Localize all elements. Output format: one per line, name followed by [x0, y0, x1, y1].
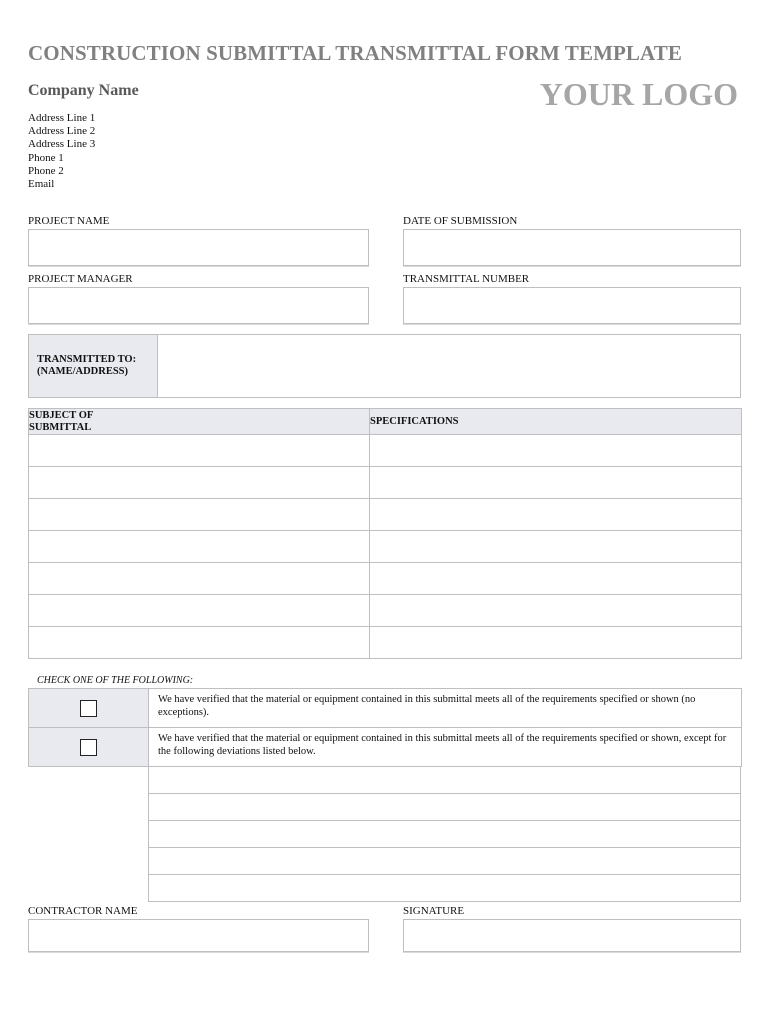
subject-cell[interactable] [29, 627, 370, 659]
table-row [29, 499, 742, 531]
deviation-cell[interactable] [149, 794, 741, 821]
check-option-2-cell [29, 728, 149, 767]
option-2-text: We have verified that the material or equipment contained in this submittal meets all of the requirements specified or shown, except for the following deviations listed below. [149, 728, 742, 767]
project-name-label: PROJECT NAME [28, 215, 110, 227]
option-1-checkbox[interactable] [80, 700, 97, 717]
submittal-table-header [29, 409, 742, 435]
company-address-block [28, 112, 95, 191]
address-line-3: Address Line 3 [28, 138, 96, 151]
table-row [29, 467, 742, 499]
transmitted-to-section [28, 334, 741, 398]
transmitted-to-field[interactable] [158, 335, 740, 397]
contractor-name-label: CONTRACTOR NAME [28, 905, 138, 917]
transmitted-to-label-line-1: TRANSMITTED TO: [37, 354, 137, 365]
date-of-submission-label: DATE OF SUBMISSION [403, 215, 518, 227]
subject-cell[interactable] [29, 435, 370, 467]
deviations-table [148, 766, 741, 902]
specifications-cell[interactable] [370, 531, 742, 563]
subject-cell[interactable] [29, 563, 370, 595]
table-row [29, 627, 742, 659]
phone-1: Phone 1 [28, 151, 64, 164]
project-name-field[interactable] [28, 229, 369, 266]
subject-cell[interactable] [29, 595, 370, 627]
contractor-name-field[interactable] [28, 919, 369, 952]
table-row [29, 595, 742, 627]
deviation-row [149, 848, 741, 875]
deviation-cell[interactable] [149, 821, 741, 848]
specifications-cell[interactable] [370, 627, 742, 659]
subject-header-line-2: SUBMITTAL [29, 421, 92, 433]
check-heading: CHECK ONE OF THE FOLLOWING: [37, 675, 194, 686]
transmittal-number-field[interactable] [403, 287, 741, 324]
table-row [29, 563, 742, 595]
deviation-row [149, 821, 741, 848]
subject-of-submittal-header [29, 409, 370, 435]
deviation-cell[interactable] [149, 875, 741, 902]
subject-header-line-1: SUBJECT OF [29, 409, 94, 421]
deviation-row [149, 875, 741, 902]
form-title: CONSTRUCTION SUBMITTAL TRANSMITTAL FORM TEMPLATE [28, 41, 682, 65]
specifications-cell[interactable] [370, 435, 742, 467]
specifications-cell[interactable] [370, 499, 742, 531]
signature-field[interactable] [403, 919, 741, 952]
date-of-submission-field[interactable] [403, 229, 741, 266]
option-1-text: We have verified that the material or equipment contained in this submittal meets all of the requirements specified or shown (no exceptions). [149, 689, 742, 728]
deviation-cell[interactable] [149, 767, 741, 794]
deviation-row [149, 794, 741, 821]
deviation-cell[interactable] [149, 848, 741, 875]
phone-2: Phone 2 [28, 164, 64, 177]
transmitted-to-label [29, 335, 158, 397]
logo-placeholder: YOUR LOGO [539, 76, 738, 112]
specifications-cell[interactable] [370, 595, 742, 627]
specifications-cell[interactable] [370, 467, 742, 499]
address-line-2: Address Line 2 [28, 125, 96, 138]
table-row [29, 435, 742, 467]
project-manager-label: PROJECT MANAGER [28, 273, 133, 285]
submittal-table [28, 408, 742, 659]
project-manager-field[interactable] [28, 287, 369, 324]
transmitted-to-label-line-2: (NAME/ADDRESS) [37, 366, 129, 377]
check-option-1-cell [29, 689, 149, 728]
transmittal-number-label: TRANSMITTAL NUMBER [403, 273, 530, 285]
check-options-table [28, 688, 742, 767]
option-2-checkbox[interactable] [80, 739, 97, 756]
specifications-header: SPECIFICATIONS [370, 409, 742, 435]
signature-label: SIGNATURE [403, 905, 465, 917]
deviation-row [149, 767, 741, 794]
check-option-row-2 [29, 728, 742, 767]
address-line-1: Address Line 1 [28, 112, 96, 124]
email: Email [28, 178, 55, 191]
table-row [29, 531, 742, 563]
specifications-cell[interactable] [370, 563, 742, 595]
subject-cell[interactable] [29, 531, 370, 563]
subject-cell[interactable] [29, 499, 370, 531]
subject-cell[interactable] [29, 467, 370, 499]
company-name: Company Name [28, 82, 139, 99]
check-option-row-1 [29, 689, 742, 728]
